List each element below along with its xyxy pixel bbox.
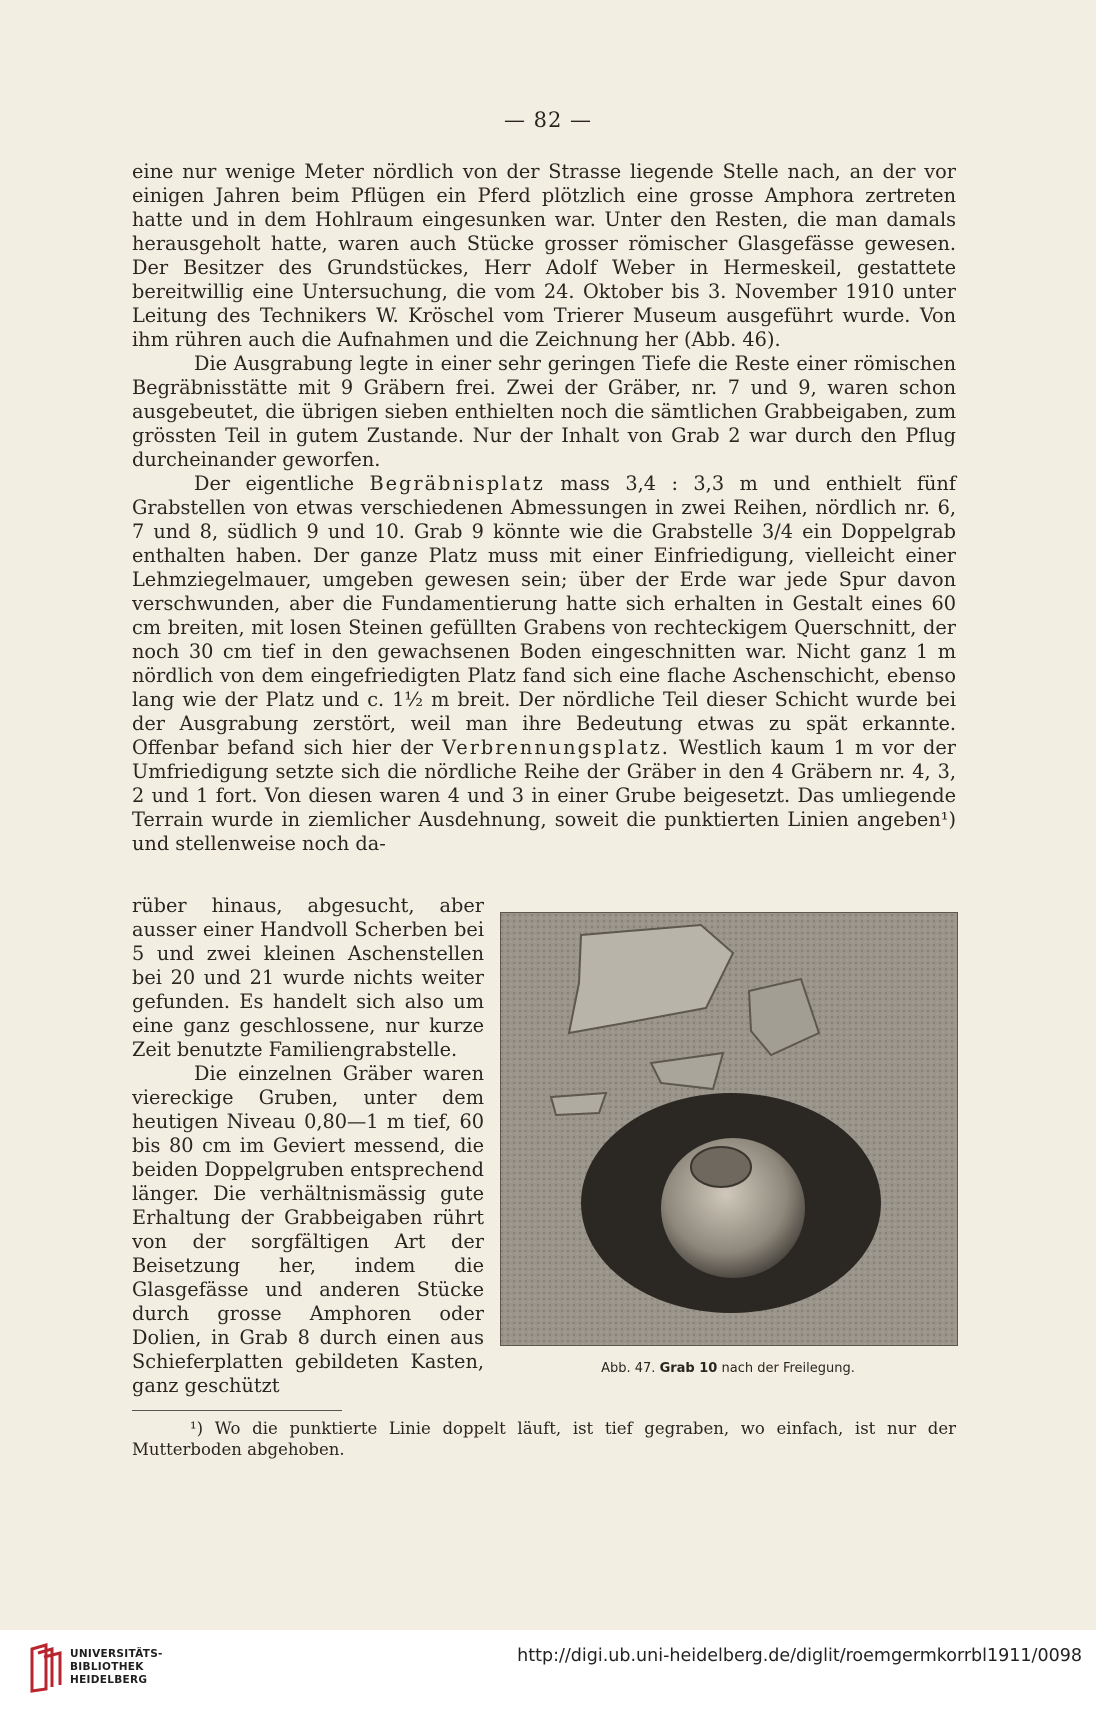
- library-logo-icon: [28, 1643, 64, 1693]
- spaced-term-verbrennungsplatz: Verbrennungsplatz.: [442, 736, 670, 759]
- figure-caption: [500, 1361, 956, 1376]
- grave-photo-icon: [501, 913, 957, 1345]
- source-url-link[interactable]: http://digi.ub.uni-heidelberg.de/diglit/roemgermkorrbl1911/0098: [517, 1646, 1082, 1666]
- caption-rest: nach der Freilegung.: [721, 1361, 855, 1376]
- p3-part-b: mass 3,4 : 3,3 m und enthielt fünf Grabstellen von etwas verschiedenen Abmessungen in zwei Reihen, nördlich nr. 6, 7 und 8, südlich 9 und 10. Grab 9 könnte wie die Grabstelle 3/4 ein Doppelgrab enthalten haben. Der ganze Platz muss mit einer Einfriedigung, vielleicht einer Lehmziegelmauer, umgeben gewesen sein; über der Erde war jede Spur davon verschwunden, aber die Fundamentierung hatte sich erhalten in Gestalt eines 60 cm breiten, mit losen Steinen gefüllten Grabens von rechteckigem Querschnitt, der noch 30 cm tief in den gewachsenen Boden eingeschnitten war. Nicht ganz 1 m nördlich von dem eingefriedigten Platz fand sich eine flache Aschenschicht, ebenso lang wie der Platz und c. 1½ m breit. Der nördliche Teil dieser Schicht wurde bei der Ausgrabung zerstört, weil man ihre Bedeutung etwas zu spät erkannte. Offenbar befand sich hier der: [132, 472, 956, 759]
- caption-title: Grab 10: [659, 1361, 718, 1376]
- library-line-3: HEIDELBERG: [70, 1674, 148, 1686]
- library-line-2: BIBLIOTHEK: [70, 1661, 144, 1673]
- p3-part-a: Der eigentliche: [194, 472, 370, 495]
- paragraph-2: Die Ausgrabung legte in einer sehr geringen Tiefe die Reste einer römischen Begräbnisstätte mit 9 Gräbern frei. Zwei der Gräber, nr. 7 und 9, waren schon ausgebeutet, die übrigen sieben enthielten noch die sämtlichen Grabbeigaben, zum grössten Teil in gutem Zustande. Nur der Inhalt von Grab 2 war durch den Pflug durcheinander geworfen.: [132, 352, 956, 471]
- paragraph-4: rüber hinaus, abgesucht, aber ausser einer Handvoll Scherben bei 5 und zwei kleinen Aschenstellen bei 20 und 21 wurde nichts weiter gefunden. Es handelt sich also um eine ganz geschlossene, nur kurze Zeit benutzte Familiengrabstelle.: [132, 894, 484, 1061]
- paragraph-1: eine nur wenige Meter nördlich von der Strasse liegende Stelle nach, an der vor einigen Jahren beim Pflügen ein Pferd plötzlich eine grosse Amphora zertreten hatte und in dem Hohlraum eingesunken war. Unter den Resten, die man damals herausgeholt hatte, waren auch Stücke grosser römischer Glasgefässe gewesen. Der Besitzer des Grundstückes, Herr Adolf Weber in Hermeskeil, gestattete bereitwillig eine Untersuchung, die vom 24. Oktober bis 3. November 1910 unter Leitung des Technikers W. Kröschel vom Trierer Museum ausgeführt wurde. Von ihm rühren auch die Aufnahmen und die Zeichnung her (Abb. 46).: [132, 160, 956, 351]
- paragraph-3: [132, 472, 956, 856]
- library-name: [70, 1648, 163, 1687]
- excavation-photo: [500, 912, 958, 1346]
- footnote: [132, 1418, 956, 1460]
- page-number: — 82 —: [503, 108, 593, 132]
- body-text: [132, 160, 956, 856]
- p3-part-c: Westlich kaum 1 m vor der Umfriedigung setzte sich die nördliche Reihe der Gräber in den 4 Gräbern nr. 4, 3, 2 und 1 fort. Von diesen waren 4 und 3 in einer Grube beigesetzt. Das umliegende Terrain wurde in ziemlicher Ausdehnung, soweit die punktierten Linien angeben¹) und stellenweise noch da-: [132, 736, 957, 855]
- paragraph-5: Die einzelnen Gräber waren viereckige Gruben, unter dem heutigen Niveau 0,80—1 m tief, 60 bis 80 cm im Geviert messend, die beiden Doppelgruben entsprechend länger. Die verhältnismässig gute Erhaltung der Grabbeigaben rührt von der sorgfältigen Art der Beisetzung her, indem die Glasgefässe und anderen Stücke durch grosse Amphoren oder Dolien, in Grab 8 durch einen aus Schieferplatten gebildeten Kasten, ganz geschützt: [132, 1062, 484, 1397]
- caption-abb: Abb. 47.: [601, 1361, 656, 1376]
- footnote-rule: [132, 1410, 342, 1411]
- library-line-1: UNIVERSITÄTS-: [70, 1648, 163, 1660]
- footnote-text: ¹) Wo die punktierte Linie doppelt läuft, ist tief gegraben, wo einfach, ist nur der Mutterboden abgehoben.: [132, 1419, 956, 1459]
- footer-bar: [0, 1630, 1096, 1710]
- spaced-term-begraebnisplatz: Begräbnisplatz: [369, 472, 545, 495]
- side-column-text: [132, 894, 484, 1398]
